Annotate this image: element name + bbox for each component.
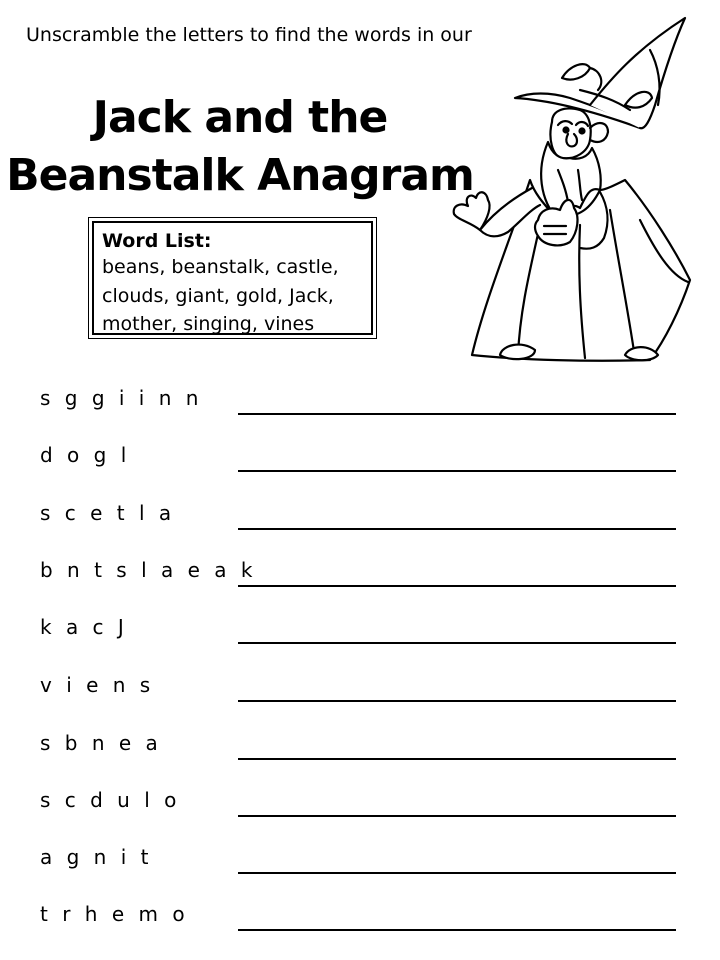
title-line-1: Jack and the (92, 92, 388, 143)
anagram-row (0, 386, 720, 426)
anagram-row (0, 501, 720, 541)
answer-line[interactable] (238, 642, 676, 644)
instructions-text: Unscramble the letters to find the words in our (26, 24, 472, 46)
title-line-2: Beanstalk Anagram (6, 150, 474, 201)
scrambled-word: s g g i i n n (40, 386, 203, 410)
scrambled-word: s b n e a (40, 731, 162, 755)
answer-line[interactable] (238, 413, 676, 415)
answer-line[interactable] (238, 815, 676, 817)
anagram-row (0, 902, 720, 942)
anagram-row (0, 615, 720, 655)
anagram-row (0, 443, 720, 483)
word-list-line: beans, beanstalk, castle, (102, 256, 339, 278)
word-list-line: clouds, giant, gold, Jack, (102, 284, 334, 307)
answer-line[interactable] (238, 528, 676, 530)
anagram-row (0, 673, 720, 713)
anagram-row (0, 558, 720, 598)
scrambled-word: s c d u l o (40, 788, 181, 812)
scrambled-word: a g n i t (40, 845, 153, 869)
anagram-row (0, 731, 720, 771)
scrambled-word: b n t s l a e a k (40, 558, 257, 582)
answer-line[interactable] (238, 872, 676, 874)
anagram-row (0, 788, 720, 828)
scrambled-word: t r h e m o (40, 902, 189, 926)
scrambled-word: s c e t l a (40, 501, 176, 525)
word-list-inner (92, 221, 373, 335)
word-list-heading: Word List: (102, 230, 212, 252)
answer-line[interactable] (238, 700, 676, 702)
scrambled-word: k a c J (40, 615, 128, 639)
answer-line[interactable] (238, 470, 676, 472)
word-list-line: mother, singing, vines (102, 313, 315, 335)
answer-line[interactable] (238, 585, 676, 587)
answer-line[interactable] (238, 929, 676, 931)
anagram-row (0, 845, 720, 885)
answer-line[interactable] (238, 758, 676, 760)
scrambled-word: v i e n s (40, 673, 155, 697)
word-list-box (88, 217, 377, 339)
wizard-illustration (440, 10, 710, 370)
scrambled-word: d o g l (40, 443, 131, 467)
